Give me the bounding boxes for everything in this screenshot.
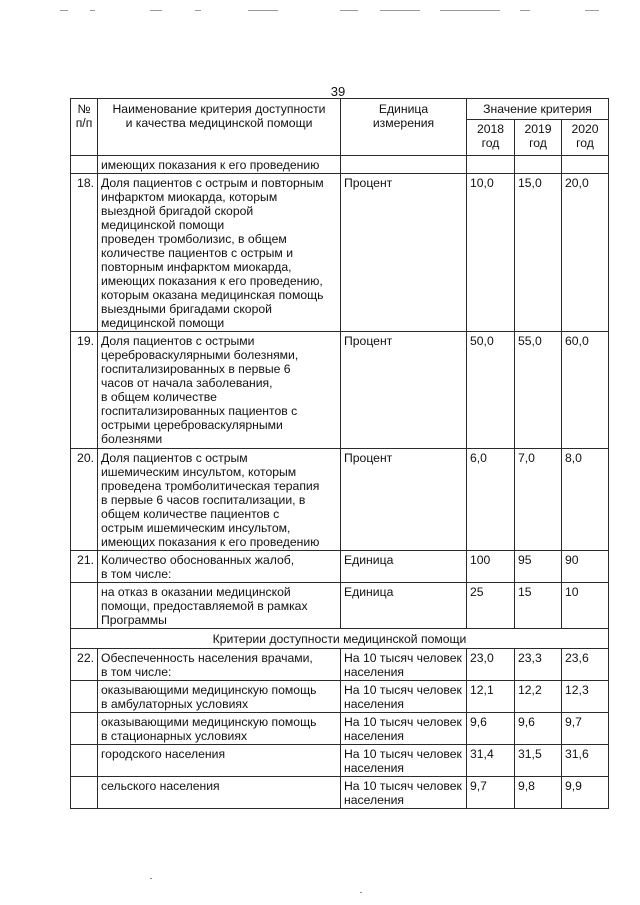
header-unit: Единица измерения: [341, 99, 467, 156]
table-cell: [562, 156, 609, 174]
criterion-name: оказывающими медицинскую помощь в амбулаторных условиях: [98, 681, 341, 713]
continuation-row: [71, 156, 609, 174]
value-2018: 25: [467, 583, 515, 629]
section-header-row: [71, 629, 609, 649]
unit-cell: Процент: [341, 174, 467, 332]
value-2019: 55,0: [515, 332, 562, 449]
unit-cell: На 10 тысяч человек населения: [341, 681, 467, 713]
value-2018: 9,7: [467, 777, 515, 809]
value-2020: 8,0: [562, 449, 609, 551]
continuation-text: имеющих показания к его проведению: [98, 156, 341, 174]
unit-cell: На 10 тысяч человек населения: [341, 745, 467, 777]
table-cell: [515, 156, 562, 174]
table-row: [71, 551, 609, 583]
unit-cell: На 10 тысяч человек населения: [341, 713, 467, 745]
value-2018: 10,0: [467, 174, 515, 332]
value-2020: 10: [562, 583, 609, 629]
value-2020: 12,3: [562, 681, 609, 713]
criterion-name: Количество обоснованных жалоб, в том числе:: [98, 551, 341, 583]
value-2019: 15: [515, 583, 562, 629]
scan-artifact-strip: [0, 10, 640, 16]
table-row: [71, 745, 609, 777]
header-criterion-value: Значение критерия: [467, 99, 609, 120]
table-row: [71, 449, 609, 551]
table-cell: [341, 156, 467, 174]
table-cell: [467, 156, 515, 174]
header-year-2020: 2020 год: [562, 119, 609, 155]
criterion-name: Доля пациентов с острыми цереброваскулярными болезнями, госпитализированных в первые 6 часов от начала заболевания, в общем количестве госпитализированных пациентов с острыми цереброваскулярными болезнями: [98, 332, 341, 449]
value-2019: 9,8: [515, 777, 562, 809]
value-2019: 15,0: [515, 174, 562, 332]
row-number: [71, 583, 98, 629]
row-number: 20.: [71, 449, 98, 551]
criterion-name: сельского населения: [98, 777, 341, 809]
value-2020: 23,6: [562, 649, 609, 681]
value-2018: 6,0: [467, 449, 515, 551]
value-2018: 9,6: [467, 713, 515, 745]
table-row: [71, 713, 609, 745]
row-number: 22.: [71, 649, 98, 681]
header-year-2018: 2018 год: [467, 119, 515, 155]
value-2020: 90: [562, 551, 609, 583]
value-2018: 100: [467, 551, 515, 583]
page-number: 39: [330, 84, 346, 99]
value-2020: 31,6: [562, 745, 609, 777]
criterion-name: городского населения: [98, 745, 341, 777]
row-number: 18.: [71, 174, 98, 332]
value-2018: 31,4: [467, 745, 515, 777]
scan-speck: [150, 878, 152, 879]
value-2020: 9,7: [562, 713, 609, 745]
criteria-table: [70, 98, 609, 809]
criterion-name: Доля пациентов с острым и повторным инфарктом миокарда, которым выездной бригадой скорой медицинской помощи проведен тромболизис, в общем количестве пациентов с острым и повторным инфарктом миокарда, имеющих показания к его проведению, которым оказана медицинская помощь выездными бригадами скорой медицинской помощи: [98, 174, 341, 332]
row-number: 21.: [71, 551, 98, 583]
unit-cell: Единица: [341, 551, 467, 583]
table-row: [71, 681, 609, 713]
value-2020: 60,0: [562, 332, 609, 449]
value-2020: 20,0: [562, 174, 609, 332]
value-2019: 12,2: [515, 681, 562, 713]
table-row: [71, 332, 609, 449]
criterion-name: Доля пациентов с острым ишемическим инсультом, которым проведена тромболитическая терапия в первые 6 часов госпитализации, в общем количестве пациентов с острым ишемическим инсультом, имеющих показания к его проведению: [98, 449, 341, 551]
row-number: 19.: [71, 332, 98, 449]
table-row: [71, 583, 609, 629]
value-2019: 7,0: [515, 449, 562, 551]
value-2020: 9,9: [562, 777, 609, 809]
header-year-2019: 2019 год: [515, 119, 562, 155]
row-number: [71, 745, 98, 777]
value-2018: 12,1: [467, 681, 515, 713]
section-title: Критерии доступности медицинской помощи: [71, 629, 609, 649]
value-2018: 50,0: [467, 332, 515, 449]
unit-cell: Процент: [341, 332, 467, 449]
table-row: [71, 174, 609, 332]
table-cell: [71, 156, 98, 174]
criterion-name: оказывающими медицинскую помощь в стационарных условиях: [98, 713, 341, 745]
unit-cell: На 10 тысяч человек населения: [341, 649, 467, 681]
table-row: [71, 649, 609, 681]
unit-cell: Процент: [341, 449, 467, 551]
criterion-name: на отказ в оказании медицинской помощи, предоставляемой в рамках Программы: [98, 583, 341, 629]
header-number: № п/п: [71, 99, 98, 156]
criterion-name: Обеспеченность населения врачами, в том числе:: [98, 649, 341, 681]
value-2019: 31,5: [515, 745, 562, 777]
table-row: [71, 777, 609, 809]
row-number: [71, 713, 98, 745]
unit-cell: Единица: [341, 583, 467, 629]
unit-cell: На 10 тысяч человек населения: [341, 777, 467, 809]
value-2019: 9,6: [515, 713, 562, 745]
header-row: [71, 99, 609, 120]
value-2019: 95: [515, 551, 562, 583]
scan-speck: [360, 892, 362, 893]
value-2019: 23,3: [515, 649, 562, 681]
header-criterion-name: Наименование критерия доступности и качества медицинской помощи: [98, 99, 341, 156]
row-number: [71, 777, 98, 809]
row-number: [71, 681, 98, 713]
value-2018: 23,0: [467, 649, 515, 681]
